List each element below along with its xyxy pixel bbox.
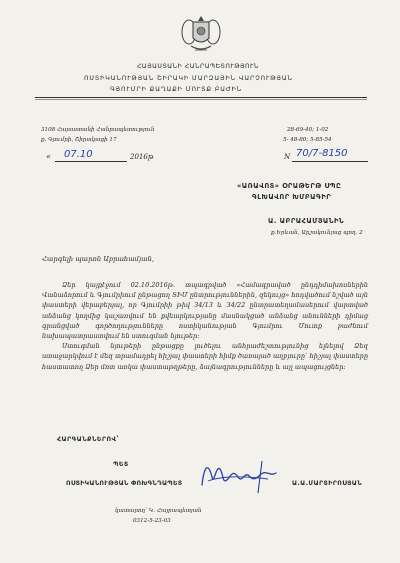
recipient-title: ԳԼԽԱՎՈՐ ԽՄԲԱԳԻՐ (252, 193, 332, 201)
number-underline (292, 161, 368, 162)
date-year: 2016թ (130, 153, 154, 161)
executor-label: կատարող՝ Կ. Հայրապետյան (115, 508, 202, 514)
body-paragraph-2: Ստուգման նյութերի ընթացքը լուծելու անհրաժեշտությունից ելնելով Ձեզ առաջարկվում է մեզ տրամադրել հիշյալ փաստերի հիմք ծառայած աղբյուրը՝ հիշյալ փաստերը հաստատող Ձեր մոտ առկա փաստաթղթերը, ձայնագրությունները և այլ ապացույցներ: (42, 342, 368, 371)
date-handwritten: 07.10 (64, 149, 93, 160)
date-underline (55, 161, 127, 162)
signature-name: Ա.Ա.ՄԱՐՏԻՐՈՍՅԱՆ (292, 480, 363, 487)
header-rule-thin (35, 99, 367, 100)
body-paragraph-1: Ձեր կայքէջում 02.10.2016թ. տպագրված «Համագրաված ընդդիմախոսներին Վանաձորում և Գյումրիում ընթացող ՏԻՄ ընտրություններին, զեկույց» հոդվածում նշված այն փաստերի վերաբերյալ, որ Գյումրիի թիվ 34/13 և 34/22 ընտրատեղամասերում վարտված անձանց կողմից կաշառվում են քվեարկությանը մասնակցած անձանց անունների դիմաց գրանցված գործողությունները ոստիկանության Գյումրու Մուտք բաժնում նախապատրաստվում են ստուգման նյութեր: (42, 281, 368, 341)
department-line: ԳՅՈՒՄՐԻ ՔԱՂԱՔԻ ՄՈՒՏՔ ԲԱԺԻՆ (110, 86, 243, 93)
coat-of-arms-emblem (181, 12, 221, 56)
date-quote: « (46, 152, 51, 161)
closing: ՀԱՐԳԱՆՔՆԵՐՈՎ՝ (57, 436, 119, 443)
recipient-name: Ա. ԱԲՐԱՀԱՄՅԱՆԻՆ (268, 217, 345, 225)
executor-phone: 0312-5-23-03 (133, 518, 171, 524)
ministry-line: ՈՍՏԻԿԱՆՈՒԹՅԱՆ ՇԻՐԱԿԻ ՄԱՐԶԱՅԻՆ ՎԱՐՉՈՒԹՅԱՆ (84, 75, 293, 82)
phone-line-2: 5- 48-80; 5-85-54 (283, 137, 332, 143)
phone-line-1: 28-69-40; 1-02 (287, 127, 329, 133)
letter-body (42, 280, 368, 372)
number-prefix: N (284, 153, 291, 161)
signature-org-role: ՈՍՏԻԿԱՆՈՒԹՅԱՆ ՓՈԽԳՆԴԱՊԵՏ (66, 480, 183, 487)
recipient-address: ք.Երևան, Արշակունյաց պող. 2 (271, 230, 363, 236)
country-title: ՀԱՅԱՍՏԱՆԻ ՀԱՆՐԱՊԵՏՈՒԹՅՈՒՆ (137, 63, 259, 70)
header-rule (35, 97, 367, 98)
signature-role: ՊԵՏ (113, 461, 129, 468)
address-line-2: ք. Գյումրի, Շիրակացի 17 (41, 137, 117, 143)
number-handwritten: 70/7-8150 (296, 148, 348, 159)
address-line-1: 3108 Հայաստանի Հանրապետություն (41, 127, 155, 133)
recipient-org: «ԱՌԱՎՈՏ» ՕՐԱԹԵՐԹ ՍՊԸ (237, 182, 342, 190)
salutation: Հարգելի պարոն Աբրահամյան, (42, 255, 155, 263)
handwritten-signature (198, 455, 280, 495)
